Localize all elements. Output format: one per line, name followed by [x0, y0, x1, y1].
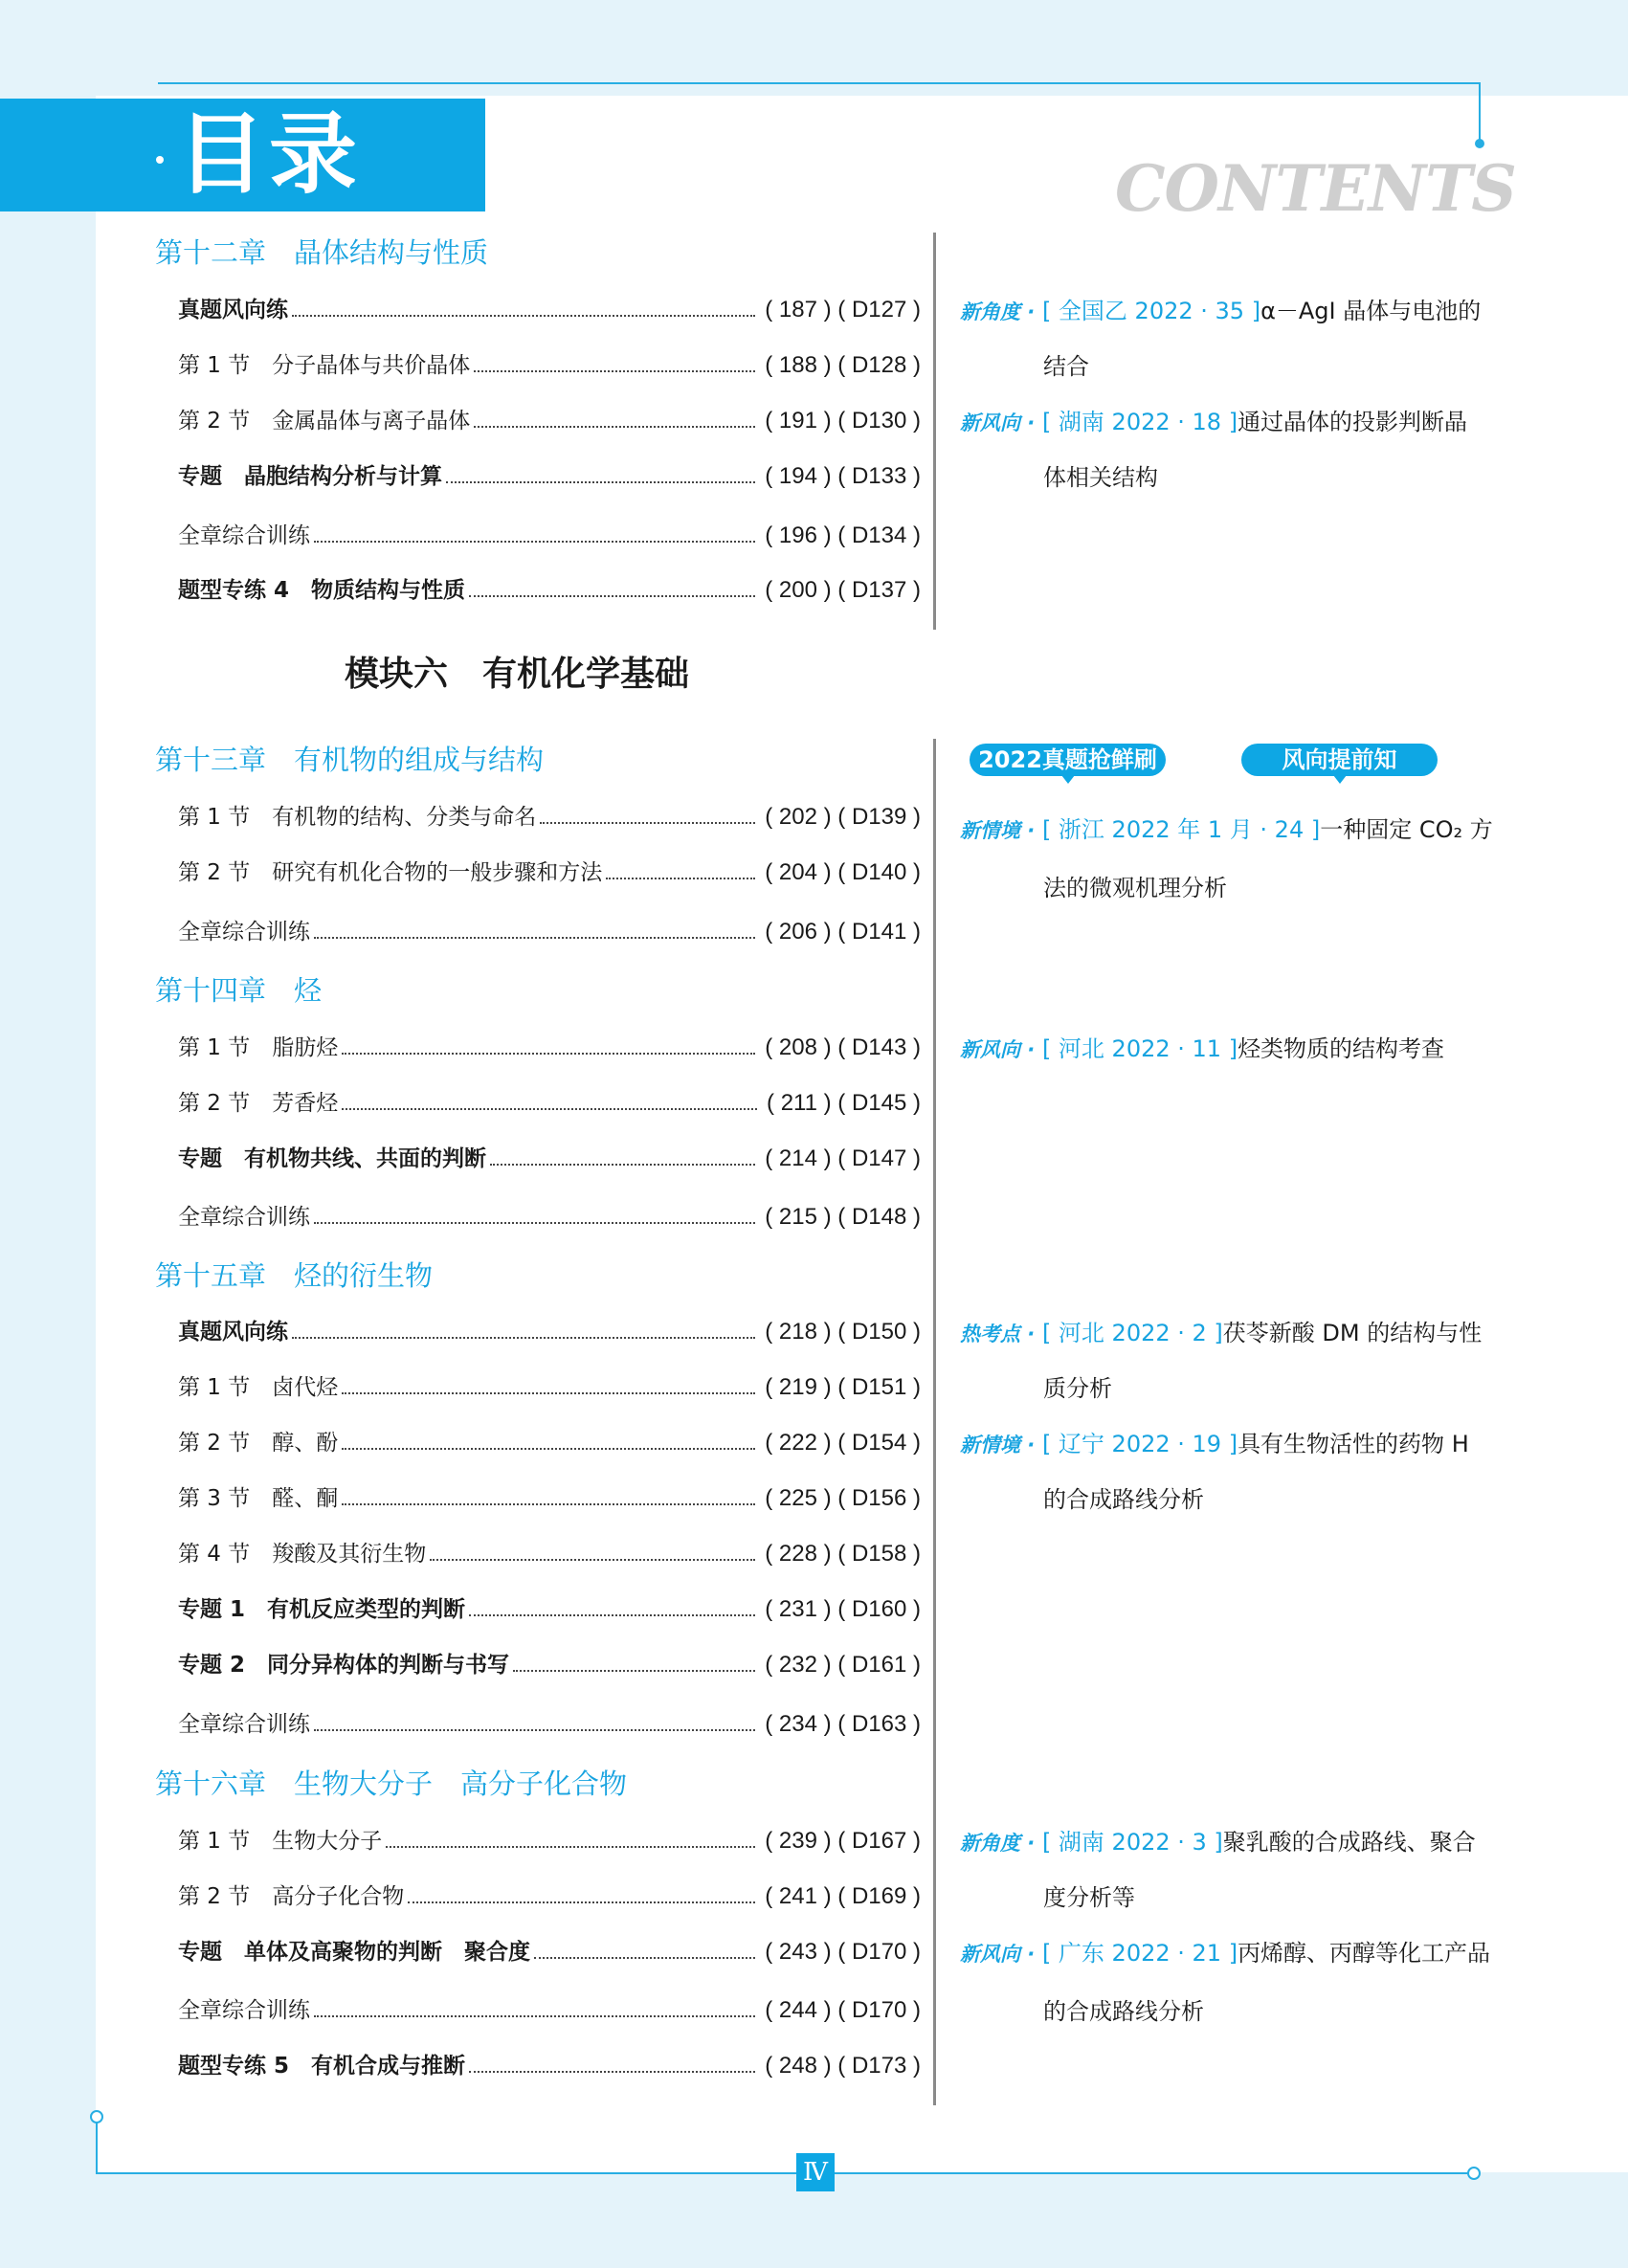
leader-dots [534, 1957, 755, 1959]
leader-dots [540, 822, 755, 824]
leader-dots [342, 1392, 755, 1394]
entry-label: 第 1 节 卤代烃 [178, 1375, 339, 1400]
toc-entry[interactable] [178, 1879, 921, 1907]
leader-dots [446, 481, 755, 483]
entry-label: 全章综合训练 [178, 1998, 310, 2023]
leader-dots [342, 1053, 755, 1055]
entry-pages: ( 194 ) ( D133 ) [765, 463, 921, 489]
toc-entry[interactable] [178, 1425, 921, 1454]
chapter-title: 第十三章 有机物的组成与结构 [155, 744, 545, 776]
frame-ring-right [1467, 2167, 1481, 2180]
note-continuation: 的合成路线分析 [1043, 1486, 1204, 1513]
note-line [960, 1823, 1476, 1857]
note-tag: 新风向 · [960, 1038, 1036, 1061]
entry-label: 第 2 节 金属晶体与离子晶体 [178, 409, 471, 434]
leader-dots [430, 1559, 755, 1561]
note-continuation: 的合成路线分析 [1043, 1998, 1204, 2025]
entry-pages: ( 191 ) ( D130 ) [765, 408, 921, 434]
entry-pages: ( 208 ) ( D143 ) [765, 1034, 921, 1060]
toc-entry[interactable] [178, 855, 921, 883]
entry-label: 全章综合训练 [178, 920, 310, 945]
note-tag: 热考点 · [960, 1323, 1036, 1345]
toc-entry[interactable] [178, 1314, 921, 1343]
entry-label: 第 2 节 高分子化合物 [178, 1884, 405, 1909]
entry-pages: ( 232 ) ( D161 ) [765, 1652, 921, 1678]
entry-pages: ( 225 ) ( D156 ) [765, 1485, 921, 1511]
entry-pages: ( 196 ) ( D134 ) [765, 523, 921, 548]
entry-pages: ( 243 ) ( D170 ) [765, 1939, 921, 1965]
note-text: 聚乳酸的合成路线、聚合 [1222, 1829, 1476, 1856]
leader-dots [474, 370, 755, 372]
column-divider [933, 233, 936, 630]
entry-label: 全章综合训练 [178, 1205, 310, 1230]
note-source[interactable]: [ 全国乙 2022 · 35 ] [1041, 298, 1261, 324]
entry-pages: ( 187 ) ( D127 ) [765, 297, 921, 322]
note-text: 丙烯醇、丙醇等化工产品 [1238, 1940, 1491, 1967]
entry-label: 全章综合训练 [178, 523, 310, 548]
leader-dots [342, 1503, 755, 1505]
toc-entry[interactable] [178, 1199, 921, 1228]
note-continuation: 度分析等 [1043, 1884, 1135, 1911]
frame-line-top [158, 82, 1479, 84]
leader-dots [469, 2071, 755, 2073]
note-line [960, 1934, 1490, 1968]
page-number: Ⅳ [796, 2153, 835, 2191]
entry-pages: ( 202 ) ( D139 ) [765, 804, 921, 830]
leader-dots [469, 1614, 755, 1616]
note-source[interactable]: [ 浙江 2022 年 1 月 · 24 ] [1041, 816, 1321, 843]
note-source[interactable]: [ 广东 2022 · 21 ] [1041, 1940, 1238, 1967]
note-tag: 新情境 · [960, 819, 1036, 842]
entry-label: 专题 有机物共线、共面的判断 [178, 1146, 486, 1171]
toc-entry[interactable] [178, 2048, 921, 2077]
note-tag: 新情境 · [960, 1434, 1036, 1456]
toc-entry[interactable] [178, 1647, 921, 1676]
frame-line-bottom [96, 2172, 1472, 2174]
note-text: 具有生物活性的药物 H [1238, 1431, 1469, 1457]
note-line [960, 403, 1467, 436]
entry-pages: ( 214 ) ( D147 ) [765, 1145, 921, 1171]
note-continuation: 法的微观机理分析 [1043, 875, 1227, 901]
entry-pages: ( 219 ) ( D151 ) [765, 1374, 921, 1400]
frame-ring-left [90, 2110, 103, 2123]
entry-pages: ( 204 ) ( D140 ) [765, 859, 921, 885]
entry-pages: ( 228 ) ( D158 ) [765, 1541, 921, 1567]
chapter-title: 第十五章 烃的衍生物 [155, 1259, 434, 1292]
entry-pages: ( 241 ) ( D169 ) [765, 1883, 921, 1909]
note-continuation: 质分析 [1043, 1375, 1112, 1402]
note-tag: 新风向 · [960, 411, 1036, 434]
entry-label: 真题风向练 [178, 298, 288, 322]
note-tag: 新角度 · [960, 300, 1036, 323]
leader-dots [469, 595, 755, 597]
entry-pages: ( 211 ) ( D145 ) [767, 1090, 921, 1116]
entry-label: 题型专练 5 有机合成与推断 [178, 2054, 466, 2079]
toc-entry[interactable] [178, 292, 921, 321]
toc-entry[interactable] [178, 914, 921, 943]
toc-entry[interactable] [178, 1823, 921, 1852]
entry-label: 专题 单体及高聚物的判断 聚合度 [178, 1940, 530, 1965]
note-text: 一种固定 CO₂ 方 [1320, 816, 1493, 843]
toc-entry[interactable] [178, 1369, 921, 1398]
entry-pages: ( 215 ) ( D148 ) [765, 1204, 921, 1230]
toc-entry[interactable] [178, 1934, 921, 1963]
leader-dots [513, 1670, 755, 1672]
entry-pages: ( 244 ) ( D170 ) [765, 1997, 921, 2023]
entry-label: 专题 1 有机反应类型的判断 [178, 1597, 466, 1622]
entry-label: 第 1 节 分子晶体与共价晶体 [178, 353, 471, 378]
toc-entry[interactable] [178, 403, 921, 432]
column-divider [933, 739, 936, 2105]
note-text: 烃类物质的结构考查 [1238, 1035, 1445, 1062]
note-line [960, 1425, 1469, 1458]
frame-line-right [1479, 82, 1481, 140]
toc-entry[interactable] [178, 1591, 921, 1620]
toc-entry[interactable] [178, 1480, 921, 1509]
leader-dots [314, 541, 755, 543]
note-source[interactable]: [ 河北 2022 · 2 ] [1041, 1320, 1223, 1346]
note-continuation: 体相关结构 [1043, 464, 1158, 491]
chapter-title: 第十六章 生物大分子 高分子化合物 [155, 1768, 628, 1800]
leader-dots [490, 1164, 755, 1166]
note-source[interactable]: [ 辽宁 2022 · 19 ] [1041, 1431, 1238, 1457]
toc-entry[interactable] [178, 347, 921, 376]
entry-pages: ( 188 ) ( D128 ) [765, 352, 921, 378]
entry-pages: ( 248 ) ( D173 ) [765, 2053, 921, 2079]
entry-label: 第 2 节 研究有机化合物的一般步骤和方法 [178, 860, 603, 885]
leader-dots [292, 1337, 755, 1339]
entry-pages: ( 222 ) ( D154 ) [765, 1430, 921, 1456]
toc-entry[interactable] [178, 1992, 921, 2021]
chapter-title: 第十四章 烃 [155, 974, 323, 1007]
toc-entry[interactable] [178, 458, 921, 487]
note-continuation: 结合 [1043, 353, 1089, 380]
note-line [960, 1314, 1482, 1347]
leader-dots [314, 1222, 755, 1224]
entry-label: 全章综合训练 [178, 1712, 310, 1737]
note-text: α－AgI 晶体与电池的 [1260, 298, 1482, 324]
note-source[interactable]: [ 河北 2022 · 11 ] [1041, 1035, 1238, 1062]
entry-label: 第 2 节 醇、酚 [178, 1431, 339, 1456]
toc-entry[interactable] [178, 1536, 921, 1565]
contents-watermark: CONTENTS [1115, 151, 1516, 226]
leader-dots [474, 426, 755, 428]
entry-label: 第 2 节 芳香烃 [178, 1091, 339, 1116]
leader-dots [408, 1901, 755, 1903]
leader-dots [342, 1108, 757, 1110]
toc-entry[interactable] [178, 1085, 921, 1114]
entry-label: 第 1 节 有机物的结构、分类与命名 [178, 805, 537, 830]
frame-dot-right [1475, 139, 1484, 148]
note-tag: 新风向 · [960, 1943, 1036, 1966]
leader-dots [292, 315, 755, 317]
entry-label: 第 3 节 醛、酮 [178, 1486, 339, 1511]
leader-dots [314, 937, 755, 939]
note-text: 茯苓新酸 DM 的结构与性 [1222, 1320, 1483, 1346]
note-text: 通过晶体的投影判断晶 [1238, 409, 1468, 435]
module-title: 模块六 有机化学基础 [345, 654, 690, 694]
entry-label: 第 4 节 羧酸及其衍生物 [178, 1542, 427, 1567]
entry-label: 专题 晶胞结构分析与计算 [178, 464, 442, 489]
note-source[interactable]: [ 湖南 2022 · 3 ] [1041, 1829, 1223, 1856]
toc-entry[interactable] [178, 572, 921, 601]
chapter-title: 第十二章 晶体结构与性质 [155, 236, 489, 269]
note-tag: 新角度 · [960, 1832, 1036, 1855]
leader-dots [314, 1729, 755, 1731]
pill-badge-left: 2022真题抢鲜刷 [970, 744, 1166, 776]
leader-dots [606, 878, 755, 879]
note-line [960, 1030, 1444, 1063]
toc-entry[interactable] [178, 518, 921, 546]
note-line [960, 811, 1493, 844]
entry-label: 题型专练 4 物质结构与性质 [178, 578, 466, 603]
note-line [960, 292, 1481, 325]
entry-pages: ( 239 ) ( D167 ) [765, 1828, 921, 1854]
entry-pages: ( 218 ) ( D150 ) [765, 1319, 921, 1345]
toc-entry[interactable] [178, 1030, 921, 1058]
entry-pages: ( 200 ) ( D137 ) [765, 577, 921, 603]
pill-badge-right: 风向提前知 [1241, 744, 1438, 776]
toc-entry[interactable] [178, 1141, 921, 1169]
entry-label: 专题 2 同分异构体的判断与书写 [178, 1653, 510, 1678]
toc-entry[interactable] [178, 799, 921, 828]
entry-pages: ( 206 ) ( D141 ) [765, 919, 921, 945]
page-title: 目录 [177, 103, 362, 206]
leader-dots [386, 1846, 755, 1848]
frame-line-left [96, 2120, 98, 2172]
entry-label: 第 1 节 脂肪烃 [178, 1035, 339, 1060]
toc-entry[interactable] [178, 1706, 921, 1735]
leader-dots [342, 1448, 755, 1450]
entry-label: 真题风向练 [178, 1320, 288, 1345]
entry-pages: ( 234 ) ( D163 ) [765, 1711, 921, 1737]
note-source[interactable]: [ 湖南 2022 · 18 ] [1041, 409, 1238, 435]
title-dot [156, 156, 164, 164]
leader-dots [314, 2015, 755, 2017]
entry-pages: ( 231 ) ( D160 ) [765, 1596, 921, 1622]
entry-label: 第 1 节 生物大分子 [178, 1829, 383, 1854]
